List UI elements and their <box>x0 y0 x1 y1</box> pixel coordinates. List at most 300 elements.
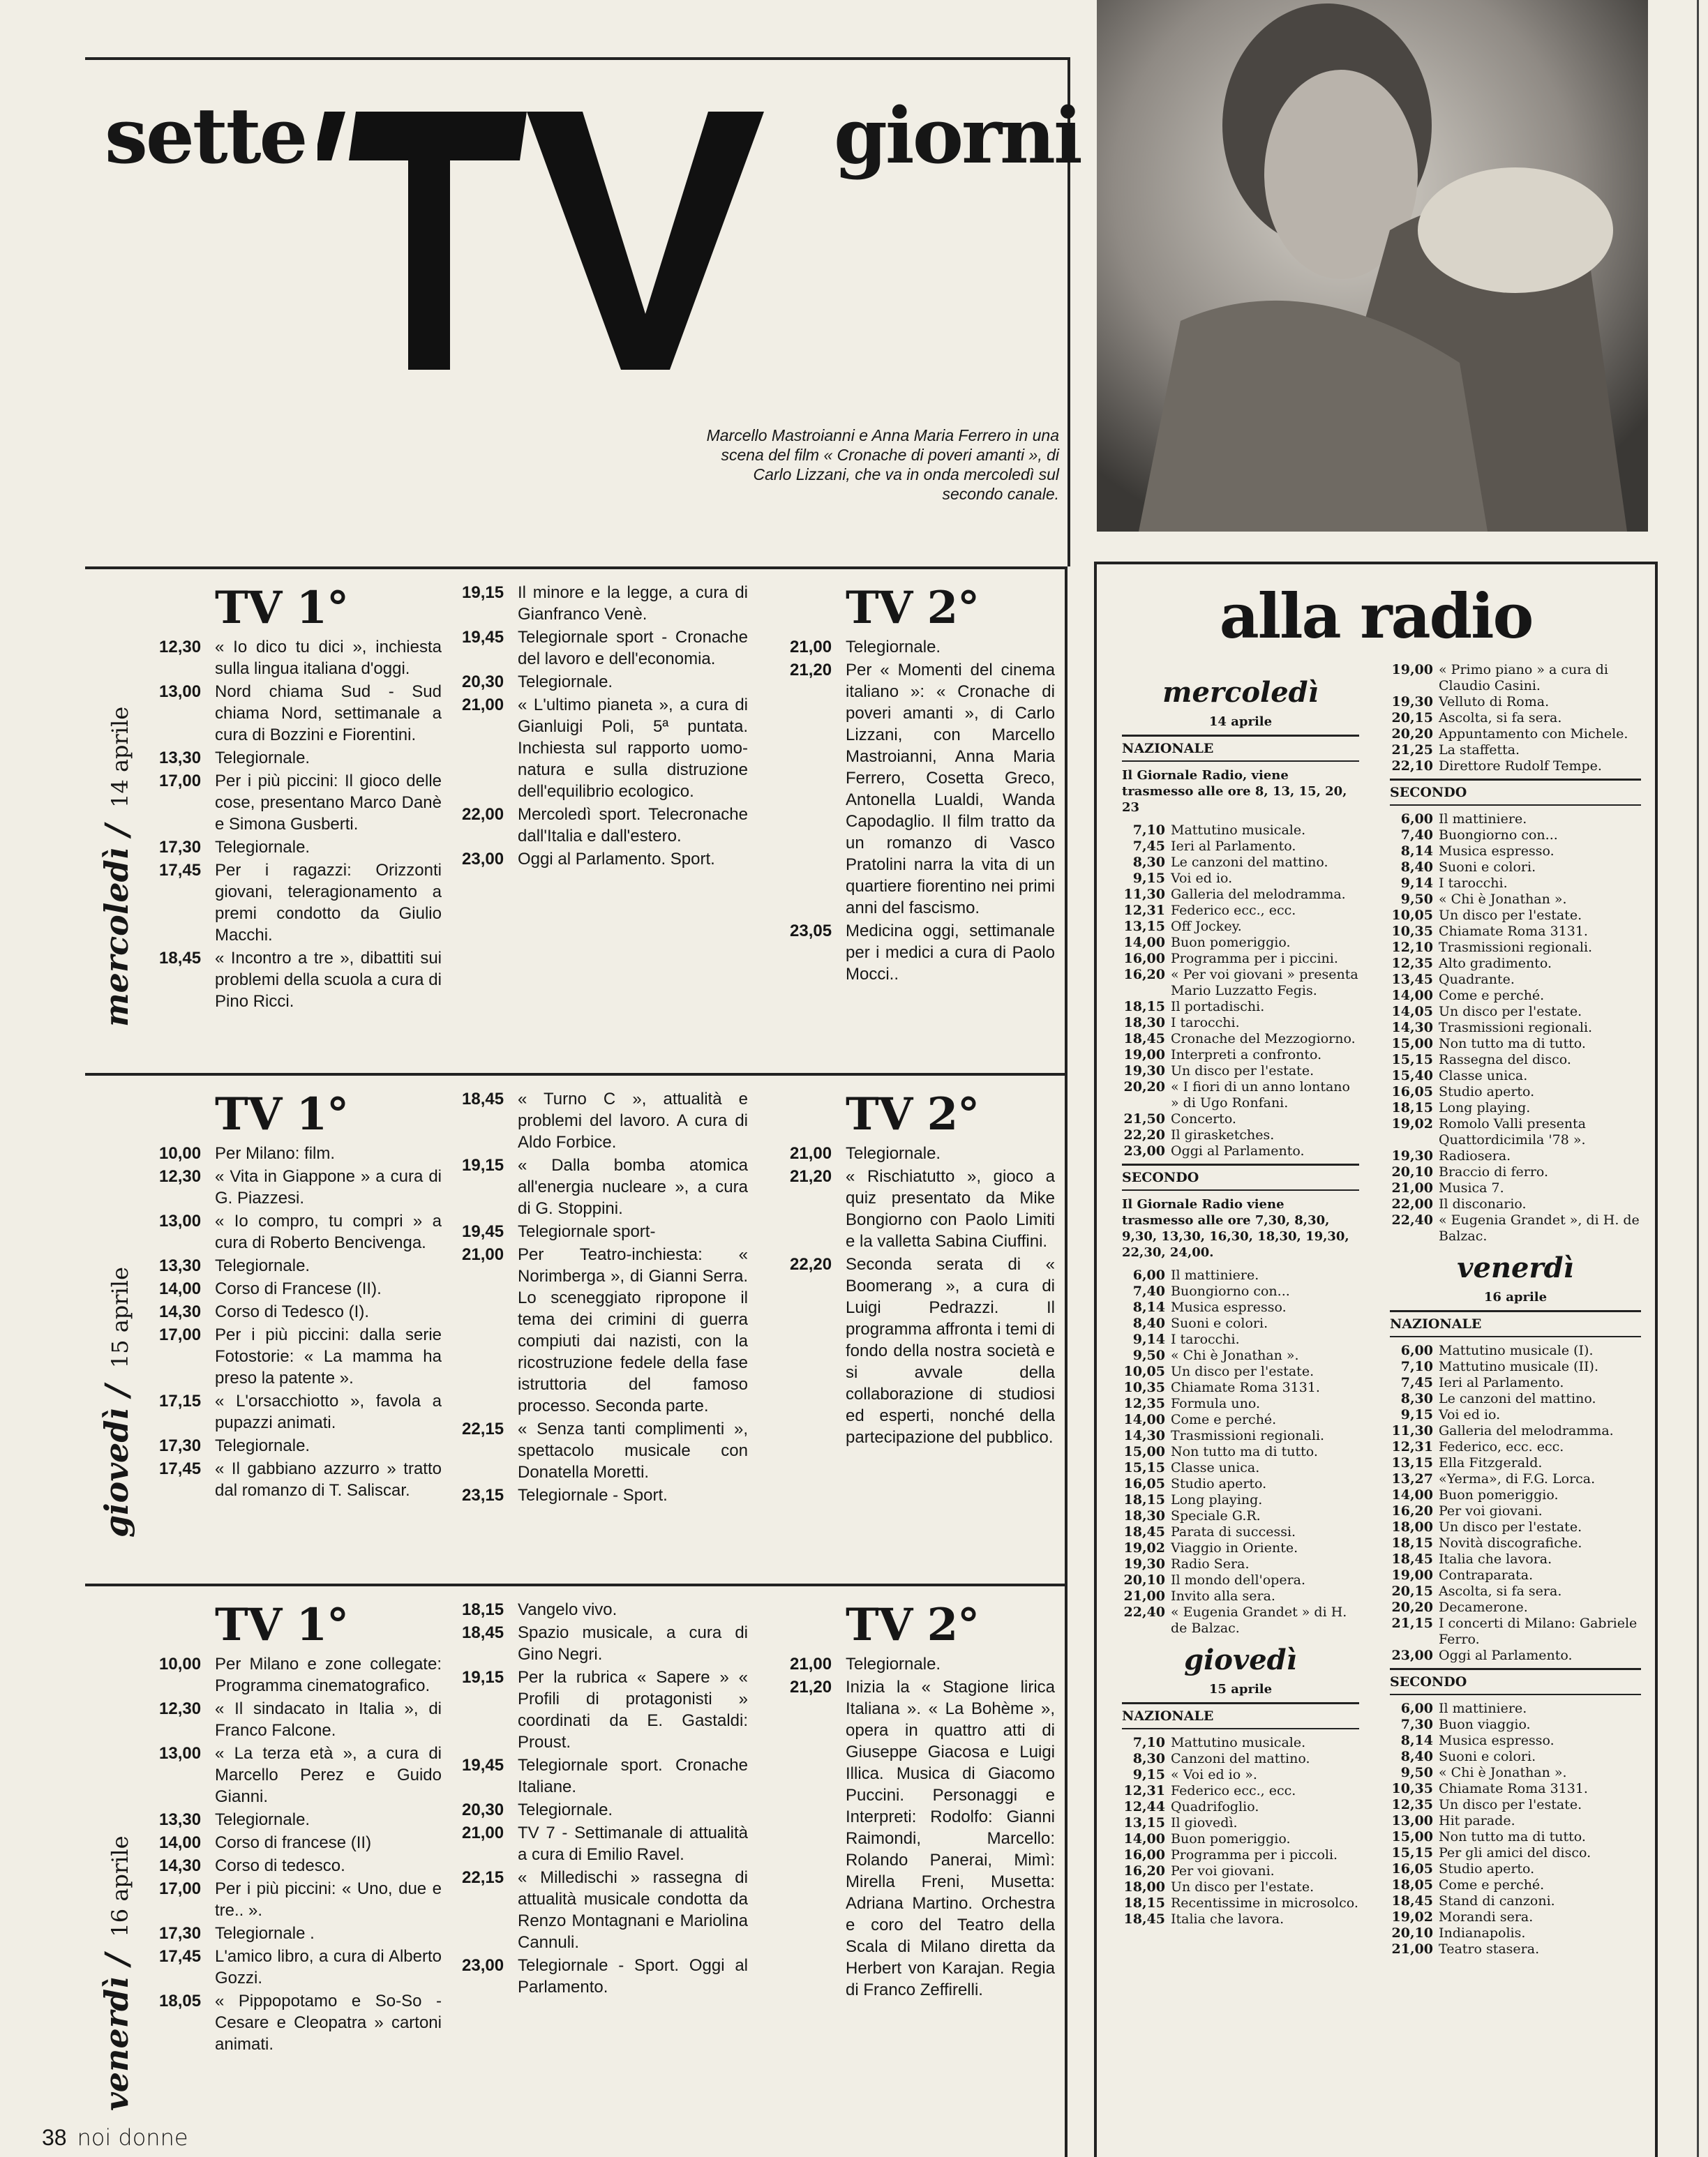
program-entry <box>159 1832 442 1854</box>
program-description: Corso di francese (II) <box>215 1833 372 1852</box>
radio-column-1 <box>1122 669 1359 1927</box>
radio-time: 7,10 <box>1132 822 1165 838</box>
radio-time: 14,00 <box>1123 1412 1165 1427</box>
radio-time: 14,30 <box>1123 1428 1165 1443</box>
radio-time: 14,00 <box>1391 988 1433 1003</box>
radio-time: 7,45 <box>1400 1375 1433 1390</box>
program-time: 17,45 <box>159 1947 202 1966</box>
radio-time: 19,00 <box>1123 1047 1165 1062</box>
program-time: 19,15 <box>462 1156 504 1175</box>
radio-program: Il mattiniere. <box>1439 1701 1527 1716</box>
radio-program: I tarocchi. <box>1439 875 1508 891</box>
program-time: 21,00 <box>790 1144 832 1163</box>
radio-time: 7,40 <box>1400 827 1433 843</box>
radio-box <box>1094 562 1658 2157</box>
radio-program: Cronache del Mezzogiorno. <box>1171 1031 1356 1046</box>
radio-time: 14,00 <box>1123 935 1165 950</box>
radio-program-entry <box>1122 1380 1359 1396</box>
program-entry <box>159 681 442 746</box>
radio-time: 12,35 <box>1391 1797 1433 1812</box>
radio-time: 8,30 <box>1400 1391 1433 1406</box>
radio-program-entry <box>1390 758 1641 774</box>
radio-time: 16,20 <box>1391 1503 1433 1519</box>
radio-time: 16,20 <box>1123 967 1165 982</box>
radio-program: Decamerone. <box>1439 1600 1528 1615</box>
radio-program: Buongiorno con... <box>1171 1284 1290 1299</box>
program-time: 21,00 <box>790 1655 832 1674</box>
radio-time: 12,10 <box>1391 940 1433 955</box>
radio-program: « Eugenia Grandet » di H. de Balzac. <box>1171 1604 1347 1636</box>
radio-program-entry <box>1122 1444 1359 1460</box>
program-time: 13,00 <box>159 1744 202 1763</box>
radio-program-entry <box>1122 1556 1359 1572</box>
program-entry <box>462 694 748 802</box>
radio-program: Voi ed io. <box>1439 1407 1501 1422</box>
program-time: 17,15 <box>159 1392 202 1411</box>
radio-program-entry <box>1390 827 1641 843</box>
radio-program: Federico ecc., ecc. <box>1171 903 1296 918</box>
radio-time: 10,05 <box>1123 1364 1165 1379</box>
program-entry <box>159 1278 442 1300</box>
radio-program-entry <box>1390 1749 1641 1765</box>
program-entry <box>159 1923 442 1944</box>
radio-program: Suoni e colori. <box>1171 1316 1268 1331</box>
footer <box>42 2124 188 2151</box>
radio-program: Buongiorno con... <box>1439 827 1558 843</box>
radio-date: 15 aprile <box>1208 1682 1273 1697</box>
radio-program: « Chi è Jonathan ». <box>1171 1348 1299 1363</box>
radio-program-entry <box>1390 811 1641 827</box>
radio-program: Hit parade. <box>1439 1813 1515 1828</box>
radio-program-entry <box>1122 1284 1359 1300</box>
radio-program-entry <box>1390 1584 1641 1600</box>
radio-time: 8,40 <box>1132 1316 1165 1331</box>
radio-program-entry <box>1122 1047 1359 1063</box>
radio-program: Il giovedì. <box>1171 1815 1238 1831</box>
radio-time: 16,05 <box>1391 1861 1433 1877</box>
program-entry <box>159 1255 442 1277</box>
radio-program: « Primo piano » a cura di Claudio Casini. <box>1439 662 1608 693</box>
radio-program-entry <box>1122 1300 1359 1316</box>
program-description: « Incontro a tre », dibattiti sui problemi della scuola a cura di Pino Ricci. <box>215 949 442 1011</box>
radio-program: Long playing. <box>1439 1100 1531 1115</box>
radio-program-entry <box>1122 1412 1359 1428</box>
radio-time: 10,35 <box>1391 924 1433 939</box>
radio-time: 18,15 <box>1391 1535 1433 1551</box>
tv-day-section <box>85 1584 1068 2157</box>
radio-program: Off Jockey. <box>1171 919 1242 934</box>
program-entry <box>159 1809 442 1831</box>
program-time: 19,15 <box>462 583 504 602</box>
program-description: Telegiornale. <box>846 638 941 656</box>
radio-program: Parata di successi. <box>1171 1524 1296 1540</box>
radio-program-entry <box>1122 919 1359 935</box>
radio-time: 19,30 <box>1123 1556 1165 1572</box>
radio-program-entry <box>1390 1391 1641 1407</box>
radio-time: 20,20 <box>1391 726 1433 742</box>
program-time: 23,15 <box>462 1486 504 1505</box>
radio-program: Un disco per l'estate. <box>1439 1519 1582 1535</box>
program-entry <box>159 1855 442 1877</box>
radio-program: Un disco per l'estate. <box>1171 1879 1314 1895</box>
program-description: Telegiornale. <box>518 672 613 691</box>
radio-program-entry <box>1390 1116 1641 1148</box>
radio-time: 8,30 <box>1132 1751 1165 1766</box>
program-description: Per Teatro-inchiesta: « Norimberga », di Gianni Serra. Lo sceneggiato ripropone il tema dei crimini di guerra compiuti dai nazisti, con la ricostruzione fedele della fase istruttoria del famoso processo. Seconda parte. <box>518 1245 748 1415</box>
program-time: 14,30 <box>159 1302 202 1321</box>
radio-time: 19,30 <box>1391 1148 1433 1164</box>
radio-time: 8,40 <box>1400 1749 1433 1764</box>
radio-time: 15,15 <box>1391 1052 1433 1067</box>
tv-day-section <box>85 1073 1068 1584</box>
radio-program-entry <box>1390 859 1641 875</box>
program-time: 13,00 <box>159 1212 202 1231</box>
radio-time: 18,45 <box>1123 1911 1165 1927</box>
radio-time: 7,45 <box>1132 839 1165 854</box>
radio-program-entry <box>1122 1879 1359 1895</box>
radio-news-note: Il Giornale Radio, viene trasmesso alle ore 8, 13, 15, 20, 23 <box>1122 768 1347 815</box>
radio-program: Viaggio in Oriente. <box>1171 1540 1298 1556</box>
radio-program: Mattutino musicale (I). <box>1439 1343 1594 1358</box>
film-still-image <box>1097 0 1648 532</box>
program-description: Telegiornale - Sport. Oggi al Parlamento. <box>518 1956 748 1997</box>
day-date: 15 aprile <box>107 1267 133 1369</box>
program-time: 21,00 <box>462 1824 504 1842</box>
radio-program-entry <box>1122 839 1359 855</box>
radio-time: 19,30 <box>1123 1063 1165 1078</box>
radio-time: 13,15 <box>1391 1455 1433 1471</box>
radio-program: Mattutino musicale. <box>1171 822 1306 838</box>
program-description: Corso di tedesco. <box>215 1856 345 1875</box>
day-label <box>85 1076 134 1572</box>
radio-program: Chiamate Roma 3131. <box>1439 1781 1588 1796</box>
program-time: 17,00 <box>159 1325 202 1344</box>
program-description: Telegiornale - Sport. <box>518 1486 668 1505</box>
radio-column-2 <box>1390 662 1641 1957</box>
radio-time: 22,40 <box>1391 1212 1433 1228</box>
radio-program: Le canzoni del mattino. <box>1171 855 1328 870</box>
radio-program: Federico, ecc. ecc. <box>1439 1439 1564 1455</box>
radio-program: La staffetta. <box>1439 742 1520 758</box>
program-description: Corso di Francese (II). <box>215 1279 382 1298</box>
radio-program: Il mattiniere. <box>1439 811 1527 827</box>
radio-time: 8,14 <box>1400 1733 1433 1748</box>
radio-time: 21,00 <box>1123 1588 1165 1604</box>
radio-time: 16,05 <box>1123 1476 1165 1491</box>
program-entry <box>462 671 748 693</box>
radio-time: 20,20 <box>1391 1600 1433 1615</box>
radio-program: Interpreti a confronto. <box>1171 1047 1322 1062</box>
radio-program-entry <box>1390 1829 1641 1845</box>
radio-program-entry <box>1122 1476 1359 1492</box>
program-description: Per Milano: film. <box>215 1144 336 1163</box>
radio-time: 16,05 <box>1391 1084 1433 1099</box>
radio-time: 7,30 <box>1400 1717 1433 1732</box>
program-time: 21,00 <box>462 696 504 714</box>
program-entry <box>159 747 442 769</box>
program-description: « Rischiatutto », gioco a quiz presentato da Mike Bongiorno con Paolo Limiti e la valletta Sabina Ciuffini. <box>846 1167 1055 1251</box>
program-description: Per i più piccini: dalla serie Fotostorie: « La mamma ha preso la patente ». <box>215 1325 442 1388</box>
channel-heading: TV 1° <box>215 1599 349 1651</box>
radio-program-entry <box>1390 1535 1641 1551</box>
radio-program: Oggi al Parlamento. <box>1171 1143 1305 1159</box>
program-entry <box>159 1698 442 1741</box>
program-entry <box>462 804 748 847</box>
program-entry <box>790 920 1055 985</box>
program-time: 18,45 <box>462 1623 504 1642</box>
program-time: 14,30 <box>159 1856 202 1875</box>
radio-program-entry <box>1390 1781 1641 1797</box>
radio-program: Appuntamento con Michele. <box>1439 726 1628 742</box>
radio-program: Mattutino musicale (II). <box>1439 1359 1599 1374</box>
radio-program: Buon viaggio. <box>1439 1717 1531 1732</box>
radio-program-entry <box>1390 1503 1641 1519</box>
radio-program-entry <box>1122 822 1359 839</box>
program-description: Per i ragazzi: Orizzonti giovani, teleragionamento a premi condotto da Giulio Macchi. <box>215 861 442 945</box>
radio-program: « Chi è Jonathan ». <box>1439 892 1567 907</box>
day-name: mercoledì <box>98 847 135 1027</box>
program-time: 22,00 <box>462 805 504 824</box>
radio-program: Teatro stasera. <box>1439 1941 1540 1957</box>
radio-program-entry <box>1390 1877 1641 1893</box>
program-time: 13,30 <box>159 1810 202 1829</box>
radio-program-entry <box>1390 662 1641 694</box>
program-entry <box>159 1435 442 1457</box>
radio-time: 20,10 <box>1123 1572 1165 1588</box>
radio-program: Studio aperto. <box>1439 1084 1535 1099</box>
radio-day-heading: venerdì <box>1457 1252 1574 1284</box>
radio-program-entry <box>1390 1407 1641 1423</box>
radio-program-entry <box>1122 1524 1359 1540</box>
tv-column-3 <box>790 1599 1055 2002</box>
program-time: 19,15 <box>462 1668 504 1687</box>
program-description: Telegiornale . <box>215 1924 315 1943</box>
radio-program: Galleria del melodramma. <box>1439 1423 1614 1438</box>
radio-time: 19,02 <box>1391 1116 1433 1132</box>
radio-time: 21,00 <box>1391 1180 1433 1196</box>
day-name: giovedì <box>98 1408 135 1538</box>
program-entry <box>159 636 442 679</box>
radio-program-entry <box>1122 1815 1359 1831</box>
radio-program-entry <box>1122 1799 1359 1815</box>
radio-time: 15,00 <box>1123 1444 1165 1459</box>
program-entry <box>790 1166 1055 1252</box>
program-entry <box>159 836 442 858</box>
tv-column-1 <box>159 582 442 1014</box>
radio-program: Classe unica. <box>1439 1068 1528 1083</box>
radio-program: Romolo Valli presenta Quattordicimila '78 ». <box>1439 1116 1587 1148</box>
radio-program: « Per voi giovani » presenta Mario Luzzatto Fegis. <box>1171 967 1358 998</box>
radio-time: 18,00 <box>1123 1879 1165 1895</box>
radio-program-entry <box>1390 924 1641 940</box>
program-time: 17,00 <box>159 772 202 790</box>
radio-program-entry <box>1122 1540 1359 1556</box>
radio-program-entry <box>1390 1600 1641 1616</box>
radio-time: 9,50 <box>1400 1765 1433 1780</box>
radio-program: Italia che lavora. <box>1439 1551 1552 1567</box>
radio-time: 15,00 <box>1391 1829 1433 1844</box>
program-description: « L'orsacchiotto », favola a pupazzi animati. <box>215 1392 442 1432</box>
radio-program-entry <box>1390 1359 1641 1375</box>
radio-program-entry <box>1390 1733 1641 1749</box>
radio-program-entry <box>1122 1751 1359 1767</box>
radio-program-entry <box>1390 726 1641 742</box>
radio-program: Musica espresso. <box>1439 1733 1555 1748</box>
radio-program-entry <box>1390 1036 1641 1052</box>
program-entry <box>462 1485 748 1506</box>
radio-program: Il portadischi. <box>1171 999 1265 1014</box>
radio-time: 16,00 <box>1123 951 1165 966</box>
program-description: « La terza età », a cura di Marcello Perez e Guido Gianni. <box>215 1744 442 1806</box>
radio-network-heading: SECONDO <box>1122 1164 1359 1191</box>
radio-program: Come e perché. <box>1439 988 1545 1003</box>
program-description: Telegiornale. <box>215 1256 310 1275</box>
program-description: Il minore e la legge, a cura di Gianfranco Venè. <box>518 583 748 624</box>
radio-time: 21,25 <box>1391 742 1433 758</box>
radio-program-entry <box>1390 875 1641 892</box>
program-description: Per la rubrica « Sapere » « Profili di protagonisti » coordinati da E. Gastaldi: Proust. <box>518 1668 748 1752</box>
radio-program: Come e perché. <box>1439 1877 1545 1893</box>
radio-program: Per voi giovani. <box>1439 1503 1543 1519</box>
program-entry <box>462 1221 748 1242</box>
radio-time: 21,15 <box>1391 1616 1433 1631</box>
radio-program-entry <box>1390 1180 1641 1196</box>
radio-program-entry <box>1122 1268 1359 1284</box>
radio-program: «Yerma», di F.G. Lorca. <box>1439 1471 1596 1487</box>
channel-heading: TV 1° <box>215 1088 349 1141</box>
radio-program-entry <box>1122 1863 1359 1879</box>
program-time: 17,45 <box>159 861 202 880</box>
channel-heading: TV 2° <box>846 582 980 634</box>
program-time: 21,20 <box>790 1167 832 1186</box>
radio-program-entry <box>1122 1460 1359 1476</box>
radio-time: 20,15 <box>1391 1584 1433 1599</box>
radio-program: Galleria del melodramma. <box>1171 887 1346 902</box>
title-giorni: giorni <box>834 91 1081 181</box>
radio-time: 18,30 <box>1123 1015 1165 1030</box>
program-description: « Milledischi » rassegna di attualità musicale condotta da Renzo Montagnani e Mariolina Cannuli. <box>518 1868 748 1952</box>
program-entry <box>462 1599 748 1621</box>
program-description: Nord chiama Sud - Sud chiama Nord, settimanale a cura di Bozzini e Fiorentini. <box>215 682 442 744</box>
radio-program: Ascolta, si fa sera. <box>1439 710 1562 726</box>
radio-program: Formula uno. <box>1171 1396 1260 1411</box>
radio-program: Per voi giovani. <box>1171 1863 1275 1879</box>
program-entry <box>462 1088 748 1153</box>
radio-time: 18,45 <box>1123 1031 1165 1046</box>
page-number: 38 <box>42 2125 67 2150</box>
program-entry <box>159 1166 442 1209</box>
program-description: Telegiornale. <box>846 1144 941 1163</box>
radio-program-entry <box>1390 1648 1641 1664</box>
program-description: Telegiornale sport. Cronache Italiane. <box>518 1756 748 1796</box>
program-time: 19,45 <box>462 628 504 647</box>
program-time: 13,30 <box>159 1256 202 1275</box>
radio-program: Indianapolis. <box>1439 1925 1526 1941</box>
tv-logo <box>317 84 764 377</box>
radio-program-entry <box>1390 1893 1641 1909</box>
program-entry <box>159 770 442 835</box>
radio-time: 19,00 <box>1391 662 1433 677</box>
day-separator: / <box>98 1942 135 1977</box>
radio-time: 12,31 <box>1123 903 1165 918</box>
radio-time: 13,45 <box>1391 972 1433 987</box>
radio-time: 19,02 <box>1123 1540 1165 1556</box>
program-description: Telegiornale. <box>215 1436 310 1455</box>
tv-column-2 <box>462 1088 748 1508</box>
radio-program: Non tutto ma di tutto. <box>1171 1444 1318 1459</box>
program-entry <box>462 1754 748 1798</box>
program-description: Per i più piccini: « Uno, due e tre.. ». <box>215 1879 442 1920</box>
radio-program: Per gli amici del disco. <box>1439 1845 1591 1861</box>
radio-network-heading: SECONDO <box>1390 1668 1641 1695</box>
radio-program-entry <box>1390 1909 1641 1925</box>
radio-program: Il mondo dell'opera. <box>1171 1572 1306 1588</box>
radio-program-entry <box>1390 1423 1641 1439</box>
program-entry <box>790 1653 1055 1675</box>
radio-program-entry <box>1122 1428 1359 1444</box>
program-description: Telegiornale sport - Cronache del lavoro e dell'economia. <box>518 628 748 668</box>
program-time: 21,20 <box>790 1678 832 1697</box>
radio-program: Come e perché. <box>1171 1412 1277 1427</box>
radio-time: 9,50 <box>1400 892 1433 907</box>
program-time: 17,45 <box>159 1459 202 1478</box>
radio-program: Buon pomeriggio. <box>1171 1831 1291 1847</box>
radio-program-entry <box>1390 1701 1641 1717</box>
radio-program-entry <box>1390 1519 1641 1535</box>
program-time: 22,15 <box>462 1868 504 1887</box>
program-description: Telegiornale. <box>846 1655 941 1674</box>
radio-program: Radiosera. <box>1439 1148 1511 1164</box>
radio-program-entry <box>1122 1831 1359 1847</box>
program-description: « Io dico tu dici », inchiesta sulla lingua italiana d'oggi. <box>215 638 442 678</box>
radio-program: Un disco per l'estate. <box>1439 1797 1582 1812</box>
tv-column-2 <box>462 1599 748 1999</box>
radio-program: Trasmissioni regionali. <box>1171 1428 1325 1443</box>
program-entry <box>159 1990 442 2055</box>
program-time: 18,05 <box>159 1992 202 2011</box>
radio-program: Speciale G.R. <box>1171 1508 1261 1524</box>
day-date: 16 aprile <box>107 1835 133 1937</box>
radio-network-heading: NAZIONALE <box>1390 1310 1641 1337</box>
radio-program-entry <box>1390 1455 1641 1471</box>
radio-time: 9,15 <box>1132 871 1165 886</box>
radio-program-entry <box>1122 1364 1359 1380</box>
program-entry <box>462 582 748 625</box>
radio-time: 12,31 <box>1391 1439 1433 1455</box>
radio-program-entry <box>1122 1604 1359 1637</box>
radio-program: Quadrifoglio. <box>1171 1799 1259 1814</box>
program-description: Mercoledì sport. Telecronache dall'Italia e dall'estero. <box>518 805 748 845</box>
program-entry <box>159 1743 442 1807</box>
program-time: 14,00 <box>159 1279 202 1298</box>
radio-program-entry <box>1390 1797 1641 1813</box>
radio-program: Recentissime in microsolco. <box>1171 1895 1358 1911</box>
program-time: 19,45 <box>462 1222 504 1241</box>
program-description: « Io compro, tu compri » a cura di Roberto Bencivenga. <box>215 1212 442 1252</box>
program-time: 12,30 <box>159 638 202 656</box>
radio-time: 7,40 <box>1132 1284 1165 1299</box>
radio-program-entry <box>1122 1767 1359 1783</box>
radio-program: Mattutino musicale. <box>1171 1735 1306 1750</box>
radio-program-entry <box>1390 940 1641 956</box>
program-description: « Turno C », attualità e problemi del lavoro. A cura di Aldo Forbice. <box>518 1090 748 1152</box>
radio-program: Programma per i piccini. <box>1171 951 1338 966</box>
program-time: 17,30 <box>159 1924 202 1943</box>
radio-program-entry <box>1122 1079 1359 1111</box>
program-entry <box>790 636 1055 658</box>
radio-program-entry <box>1122 903 1359 919</box>
radio-time: 19,02 <box>1391 1909 1433 1925</box>
